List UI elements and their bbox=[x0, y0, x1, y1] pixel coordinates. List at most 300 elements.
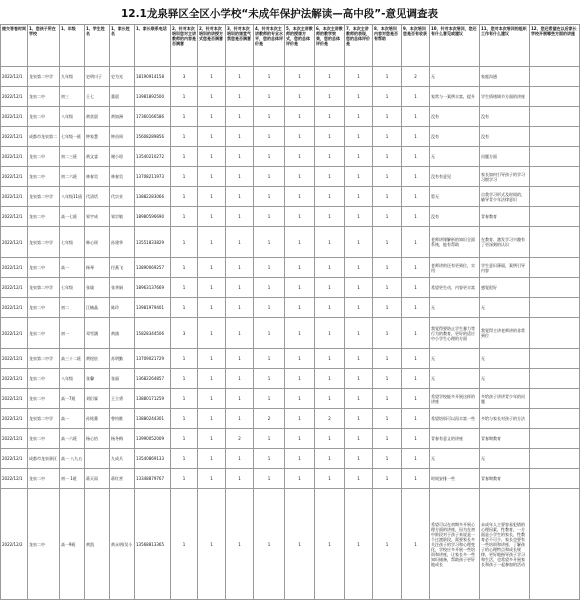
table-row bbox=[1, 369, 580, 389]
table-cell: 1 bbox=[402, 167, 430, 187]
table-cell: 1 bbox=[198, 207, 226, 227]
table-cell: 1 bbox=[315, 258, 345, 278]
table-cell: 林春昊 bbox=[110, 167, 135, 187]
table-cell: 1 bbox=[285, 278, 315, 298]
table-cell: 我觉得主讲老师讲的非常到位 bbox=[480, 318, 530, 349]
table-cell: 钟昌周 bbox=[110, 127, 135, 147]
table-cell: 1 bbox=[373, 469, 402, 489]
table-cell: 希望更生动，内容更丰富 bbox=[430, 278, 480, 298]
table-cell: 1 bbox=[226, 409, 254, 429]
table-cell: 1 bbox=[226, 389, 254, 409]
table-cell: 1 bbox=[373, 107, 402, 127]
table-cell: 1 bbox=[198, 349, 226, 369]
table-cell: 1 bbox=[285, 187, 315, 207]
table-cell: 1 bbox=[345, 227, 373, 258]
table-cell: 龙泉二中 bbox=[28, 318, 60, 349]
table-cell: 1 bbox=[171, 449, 198, 469]
table-cell: 高一七班 bbox=[60, 207, 85, 227]
table-cell: 2022/12/1 bbox=[1, 469, 28, 489]
table-row bbox=[1, 349, 580, 369]
table-row bbox=[1, 207, 580, 227]
table-cell: 龙泉二中 bbox=[28, 429, 60, 449]
table-cell bbox=[530, 87, 580, 107]
table-cell: 龙泉二中 bbox=[28, 147, 60, 167]
table-cell: 1 bbox=[198, 298, 226, 318]
table-cell: 1 bbox=[373, 389, 402, 409]
table-cell: 1 bbox=[285, 258, 315, 278]
table-cell: 1 bbox=[198, 167, 226, 187]
table-cell: 史为光 bbox=[110, 67, 135, 87]
table-cell: 1 bbox=[315, 147, 345, 167]
table-cell: 2022/12/1 bbox=[1, 298, 28, 318]
table-cell: 自我学习形式及时间的，辅导青少年法律意识 bbox=[480, 187, 530, 207]
table-cell: 蒋红营 bbox=[110, 469, 135, 489]
table-cell: 2022/12/1 bbox=[1, 449, 28, 469]
table-row bbox=[1, 127, 580, 147]
table-cell: 1 bbox=[254, 258, 285, 278]
table-cell: 龙泉二中 bbox=[28, 389, 60, 409]
table-cell: 1 bbox=[171, 187, 198, 207]
table-cell: 江楠晶 bbox=[85, 298, 110, 318]
table-cell: 黄浦 bbox=[110, 318, 135, 349]
table-cell: 青春期教育 bbox=[480, 429, 530, 449]
table-cell: 1 bbox=[373, 258, 402, 278]
table-cell: 1 bbox=[345, 349, 373, 369]
table-cell: 无 bbox=[430, 449, 480, 469]
column-header: 11、您对本次培训的组织工作有什么建议 bbox=[480, 25, 530, 67]
table-cell: 青春教育 bbox=[480, 207, 530, 227]
table-cell: 1 bbox=[226, 318, 254, 349]
table-cell: 高一 bbox=[60, 409, 85, 429]
table-cell: 2022/12/1 bbox=[1, 389, 28, 409]
table-cell: 1 bbox=[226, 167, 254, 187]
table-row bbox=[1, 227, 580, 258]
table-cell: 13551833829 bbox=[135, 227, 171, 258]
column-header: 2、针对本次培训的讲授方式您是否满意 bbox=[198, 25, 226, 67]
table-cell: 1 bbox=[198, 409, 226, 429]
table-cell: 18190914158 bbox=[135, 67, 171, 87]
table-cell bbox=[530, 227, 580, 258]
table-cell: 在教育、激发学习兴趣有了更深刻的认识 bbox=[480, 227, 530, 258]
table-cell: 1 bbox=[254, 227, 285, 258]
table-cell: 1 bbox=[226, 278, 254, 298]
table-cell: 13709021729 bbox=[135, 349, 171, 369]
table-cell: 2022/12/1 bbox=[1, 369, 28, 389]
table-cell: 1 bbox=[254, 469, 285, 489]
table-cell: 1 bbox=[171, 147, 198, 167]
table-cell: 初一 bbox=[60, 318, 85, 349]
table-cell: 1 bbox=[198, 469, 226, 489]
table-cell: 1 bbox=[402, 127, 430, 147]
table-cell: 1 bbox=[171, 127, 198, 147]
table-cell: 1 bbox=[345, 318, 373, 349]
table-cell: 孙建华 bbox=[110, 227, 135, 258]
table-cell: 初二 bbox=[60, 298, 85, 318]
table-cell: 2022/12/1 bbox=[1, 278, 28, 298]
table-cell: 1 bbox=[198, 429, 226, 449]
column-header: 8、本次培训内容对您是否有帮助 bbox=[373, 25, 402, 67]
table-cell: 1 bbox=[345, 429, 373, 449]
table-cell: 13990052009 bbox=[135, 429, 171, 449]
column-header: 10、针对本次培训，您还有什么意见或建议 bbox=[430, 25, 480, 67]
table-cell: 1 bbox=[402, 389, 430, 409]
table-cell: 黄煜宸 bbox=[85, 349, 110, 369]
table-cell: 1 bbox=[198, 87, 226, 107]
table-cell: 1 bbox=[345, 187, 373, 207]
table-cell: 13708211973 bbox=[135, 167, 171, 187]
table-cell: 希望可以在初期多开展心理方面的讲座，因为在初中阶段对于孩子来说是一个过渡阶段，需要家长多关注孩子的学习和心理变化，学校应多开展一些培训和讲座，让家长多一些知识储备，帮助孩子更好地成长 bbox=[430, 489, 480, 600]
table-row bbox=[1, 87, 580, 107]
table-cell: 林春昊 bbox=[85, 167, 110, 187]
table-cell: 1 bbox=[402, 489, 430, 600]
table-cell: 高一 八九五 bbox=[60, 449, 85, 469]
table-cell: 青春期教育 bbox=[480, 469, 530, 489]
table-row bbox=[1, 469, 580, 489]
table-cell: 1 bbox=[254, 298, 285, 318]
table-cell: 1 bbox=[254, 107, 285, 127]
table-cell: 高一9班 bbox=[60, 489, 85, 600]
table-cell: 1 bbox=[402, 187, 430, 207]
table-cell: 1 bbox=[254, 67, 285, 87]
table-cell: 2022/12/1 bbox=[1, 67, 28, 87]
table-cell: 1 bbox=[285, 147, 315, 167]
table-cell: 无 bbox=[480, 349, 530, 369]
table-cell: 1 bbox=[171, 489, 198, 600]
column-header: 9、本次培训您是否有收获 bbox=[402, 25, 430, 67]
table-cell: 1 bbox=[285, 167, 315, 187]
column-header: 6、本次主讲教师的教学效果，您的总体评价是 bbox=[315, 25, 345, 67]
table-cell: 1 bbox=[171, 227, 198, 258]
table-cell: 1 bbox=[315, 389, 345, 409]
table-cell: 1 bbox=[285, 409, 315, 429]
table-cell: 1 bbox=[373, 298, 402, 318]
table-cell: 1 bbox=[226, 227, 254, 258]
table-cell: 1 bbox=[373, 207, 402, 227]
table-cell: 1 bbox=[315, 207, 345, 227]
table-row bbox=[1, 409, 580, 429]
table-cell: 张馨 bbox=[85, 369, 110, 389]
table-cell: 1 bbox=[171, 278, 198, 298]
table-cell: 1 bbox=[198, 258, 226, 278]
table-cell: 八年级 bbox=[60, 369, 85, 389]
table-cell: 高三十二班 bbox=[60, 349, 85, 369]
table-cell: 青春有意义的讲座 bbox=[430, 429, 480, 449]
table-cell: 1 bbox=[402, 107, 430, 127]
page-title: 12.1龙泉驿区全区小学校“未成年保护法解读—高中段”-意见调查表 bbox=[120, 8, 439, 20]
table-cell: 2022/12/1 bbox=[1, 349, 28, 369]
table-cell: 1 bbox=[315, 469, 345, 489]
table-cell: 1 bbox=[254, 127, 285, 147]
table-cell: 13981979401 bbox=[135, 298, 171, 318]
table-cell: 1 bbox=[315, 489, 345, 600]
table-cell: 黄永明/吴小 bbox=[110, 489, 135, 600]
table-cell: 无 bbox=[480, 298, 530, 318]
table-cell: 1 bbox=[171, 107, 198, 127]
column-header: 4、针对本次主讲教师的专业水平，您的总体评价是 bbox=[254, 25, 285, 67]
table-cell: 希望培训可以再丰富一些 bbox=[430, 409, 480, 429]
table-cell bbox=[530, 349, 580, 369]
table-cell: 1 bbox=[198, 187, 226, 207]
table-cell: 1 bbox=[345, 389, 373, 409]
column-header: 12、您还希望在以后家长学校开展哪些方面的讲座 bbox=[530, 25, 580, 67]
table-row bbox=[1, 167, 580, 187]
table-cell: 1 bbox=[171, 409, 198, 429]
table-cell: 1 bbox=[226, 349, 254, 369]
table-cell: 2022/12/1 bbox=[1, 409, 28, 429]
table-cell: 1 bbox=[198, 147, 226, 167]
table-cell: 1 bbox=[254, 318, 285, 349]
table-row bbox=[1, 489, 580, 600]
table-cell: 董晨 bbox=[110, 87, 135, 107]
table-cell: 黄文睿 bbox=[85, 147, 110, 167]
column-header: 1、家长姓名 bbox=[110, 25, 135, 67]
table-cell: 学生意识薄弱，案例引导内容 bbox=[480, 258, 530, 278]
table-cell: 初一 1班 bbox=[60, 469, 85, 489]
table-row bbox=[1, 318, 580, 349]
table-cell: 13540210272 bbox=[135, 147, 171, 167]
table-cell: 1 bbox=[171, 298, 198, 318]
table-cell: 1 bbox=[254, 449, 285, 469]
table-cell: 没有有意见 bbox=[430, 167, 480, 187]
table-cell: 陈玲 bbox=[110, 298, 135, 318]
table-row bbox=[1, 278, 580, 298]
table-cell: 13880244301 bbox=[135, 409, 171, 429]
table-cell: 2022/12/1 bbox=[1, 207, 28, 227]
table-cell: 龙泉第二中学 bbox=[28, 409, 60, 429]
table-cell: 1 bbox=[171, 389, 198, 409]
table-cell: 2022/12/2 bbox=[1, 489, 28, 600]
table-cell: 代清恬 bbox=[85, 187, 110, 207]
table-cell: 1 bbox=[373, 187, 402, 207]
column-header: 2、针对本次培训您对主讲教师的内容是否满意 bbox=[171, 25, 198, 67]
table-cell: 13540869133 bbox=[135, 449, 171, 469]
table-cell: 1 bbox=[345, 167, 373, 187]
table-cell bbox=[530, 298, 580, 318]
table-cell: 1 bbox=[226, 187, 254, 207]
table-cell: 无 bbox=[480, 369, 530, 389]
table-cell: 1 bbox=[373, 449, 402, 469]
table-cell: 1 bbox=[402, 227, 430, 258]
column-header: 1、家长联系电话 bbox=[135, 25, 171, 67]
table-cell: 13682264857 bbox=[135, 369, 171, 389]
table-row bbox=[1, 67, 580, 87]
table-cell: 13348879767 bbox=[135, 469, 171, 489]
table-cell: 钟家慧 bbox=[85, 127, 110, 147]
table-cell: 2 bbox=[402, 67, 430, 87]
column-header: 1、您孩子所在学校 bbox=[28, 25, 60, 67]
table-cell: 成都市龙泉驿区 bbox=[28, 449, 60, 469]
table-cell: 七年级一班 bbox=[60, 127, 85, 147]
table-cell: 1 bbox=[315, 107, 345, 127]
table-cell: 1 bbox=[345, 449, 373, 469]
survey-table bbox=[0, 24, 580, 600]
table-cell: 1 bbox=[171, 429, 198, 449]
table-cell: 3 bbox=[171, 67, 198, 87]
table-cell: 龙泉二中 bbox=[28, 107, 60, 127]
table-row bbox=[1, 147, 580, 167]
table-cell: 1 bbox=[402, 429, 430, 449]
table-row bbox=[1, 187, 580, 207]
table-cell: 龙泉二中 bbox=[28, 87, 60, 107]
table-cell: 1 bbox=[345, 489, 373, 600]
table-cell: 1 bbox=[285, 449, 315, 469]
table-cell: 没有 bbox=[430, 107, 480, 127]
table-cell bbox=[530, 409, 580, 429]
table-cell: 1 bbox=[285, 298, 315, 318]
table-cell: 1 bbox=[373, 167, 402, 187]
table-cell: 1 bbox=[198, 67, 226, 87]
table-cell: 2022/12/1 bbox=[1, 147, 28, 167]
table-cell: 1 bbox=[315, 87, 345, 107]
table-cell: 学生情绪调节方面的讲座 bbox=[480, 87, 530, 107]
table-row bbox=[1, 258, 580, 278]
table-cell: 1 bbox=[171, 167, 198, 187]
table-cell: 1 bbox=[226, 449, 254, 469]
table-cell: 1 bbox=[315, 67, 345, 87]
table-cell: 1 bbox=[345, 409, 373, 429]
table-cell: 1 bbox=[285, 227, 315, 258]
table-cell: 1 bbox=[402, 87, 430, 107]
table-cell: 龙泉二中 bbox=[28, 298, 60, 318]
table-cell: 1 bbox=[345, 207, 373, 227]
table-cell: 1 bbox=[345, 67, 373, 87]
table-cell: 韩心瑶 bbox=[85, 227, 110, 258]
table-cell: 九年级 bbox=[60, 67, 85, 87]
table-cell: 1 bbox=[198, 389, 226, 409]
table-cell: 1 bbox=[373, 278, 402, 298]
table-cell: 1 bbox=[345, 369, 373, 389]
table-cell: 龙泉第二中学 bbox=[28, 187, 60, 207]
table-cell: 1 bbox=[226, 87, 254, 107]
table-cell: 蒋天雨 bbox=[85, 469, 110, 489]
table-cell: 1 bbox=[254, 489, 285, 600]
table-cell: 1 bbox=[345, 298, 373, 318]
table-cell: 1 bbox=[315, 278, 345, 298]
table-cell: 王立勇 bbox=[110, 389, 135, 409]
table-cell: 15608289856 bbox=[135, 127, 171, 147]
table-cell: 2022/12/1 bbox=[1, 127, 28, 147]
table-cell: 初三 bbox=[60, 87, 85, 107]
table-cell: 1 bbox=[285, 349, 315, 369]
column-header: 提交答卷时间 bbox=[1, 25, 28, 67]
table-cell: 1 bbox=[315, 127, 345, 147]
table-cell: 1 bbox=[402, 258, 430, 278]
table-cell: 1 bbox=[373, 429, 402, 449]
table-cell: 1 bbox=[198, 278, 226, 298]
table-cell: 1 bbox=[345, 127, 373, 147]
table-cell: 1 bbox=[198, 449, 226, 469]
table-cell: 1 bbox=[285, 389, 315, 409]
table-cell: 2022/12/1 bbox=[1, 167, 28, 187]
table-cell: 无 bbox=[430, 349, 480, 369]
table-cell: 1 bbox=[402, 278, 430, 298]
table-cell: 1 bbox=[198, 227, 226, 258]
table-cell: 龙泉第二中学 bbox=[28, 278, 60, 298]
table-cell bbox=[530, 429, 580, 449]
table-cell: 1 bbox=[198, 107, 226, 127]
table-cell: 2022/12/1 bbox=[1, 107, 28, 127]
table-cell: 1 bbox=[373, 489, 402, 600]
table-cell: 1 bbox=[402, 318, 430, 349]
table-cell: 13981892500 bbox=[135, 87, 171, 107]
table-cell: 1 bbox=[254, 87, 285, 107]
table-cell: 1 bbox=[285, 469, 315, 489]
table-cell: 1 bbox=[373, 409, 402, 429]
table-cell: 2022/12/1 bbox=[1, 87, 28, 107]
table-row bbox=[1, 429, 580, 449]
table-cell: 15828344506 bbox=[135, 318, 171, 349]
table-cell: 1 bbox=[373, 67, 402, 87]
table-cell: 没有 bbox=[480, 107, 530, 127]
table-cell: 龙泉二中 bbox=[28, 489, 60, 600]
table-cell: 1 bbox=[171, 87, 198, 107]
table-cell: 1 bbox=[254, 187, 285, 207]
table-cell: 13882283066 bbox=[135, 187, 171, 207]
table-cell: 1 bbox=[373, 127, 402, 147]
table-cell: 2022/12/1 bbox=[1, 187, 28, 207]
table-cell: 3 bbox=[171, 318, 198, 349]
table-cell bbox=[530, 67, 580, 87]
table-cell: 2022/12/1 bbox=[1, 318, 28, 349]
table-cell: 1 bbox=[226, 489, 254, 600]
table-cell: 邹宗敏 bbox=[110, 207, 135, 227]
table-cell: 没有 bbox=[430, 207, 480, 227]
table-cell: 1 bbox=[254, 389, 285, 409]
table-cell: 2 bbox=[226, 429, 254, 449]
table-cell: 1 bbox=[285, 127, 315, 147]
table-cell bbox=[530, 369, 580, 389]
table-cell: 龙泉第二中学 bbox=[28, 227, 60, 258]
table-cell bbox=[530, 107, 580, 127]
table-cell: 1 bbox=[285, 67, 315, 87]
table-cell: 龙泉第二中学 bbox=[28, 349, 60, 369]
table-cell: 1 bbox=[345, 469, 373, 489]
table-cell: 高一六班 bbox=[60, 429, 85, 449]
table-cell: 龙泉二中 bbox=[28, 258, 60, 278]
table-cell: 家常与一案例丰富，提升 bbox=[430, 87, 480, 107]
table-cell: 龙泉二中 bbox=[28, 369, 60, 389]
table-cell: 1 bbox=[315, 167, 345, 187]
table-cell: 1 bbox=[198, 369, 226, 389]
table-cell: 高一 bbox=[60, 258, 85, 278]
table-cell: 1 bbox=[315, 187, 345, 207]
column-header: 7、本次主讲教师的表现，您的总体评价是 bbox=[345, 25, 373, 67]
table-cell: 1 bbox=[285, 369, 315, 389]
table-cell: 17360166586 bbox=[135, 107, 171, 127]
table-cell: 苏明勤 bbox=[110, 349, 135, 369]
column-header: 3、针对本次培训的课堂气氛您是否满意 bbox=[226, 25, 254, 67]
column-header: 5、本次主讲教师的授课方式，您的总体评价是 bbox=[285, 25, 315, 67]
table-cell: 没有 bbox=[430, 127, 480, 147]
table-cell: 龙泉第二中学 bbox=[28, 67, 60, 87]
header-row bbox=[1, 25, 580, 67]
table-cell: 成都市龙泉第二 bbox=[28, 127, 60, 147]
table-cell: 1 bbox=[402, 147, 430, 167]
table-cell: 无 bbox=[430, 67, 480, 87]
table-row bbox=[1, 298, 580, 318]
table-cell: 1 bbox=[285, 429, 315, 449]
table-cell: 1 bbox=[402, 409, 430, 429]
column-header: 1、年级 bbox=[60, 25, 85, 67]
table-cell: 龙泉二中 bbox=[28, 207, 60, 227]
table-cell: 暂无 bbox=[430, 187, 480, 207]
table-cell bbox=[530, 449, 580, 469]
table-cell: 1 bbox=[373, 147, 402, 167]
table-cell: 1 bbox=[315, 298, 345, 318]
table-cell: 1 bbox=[226, 127, 254, 147]
table-cell: 1 bbox=[285, 87, 315, 107]
table-cell: 1 bbox=[315, 349, 345, 369]
